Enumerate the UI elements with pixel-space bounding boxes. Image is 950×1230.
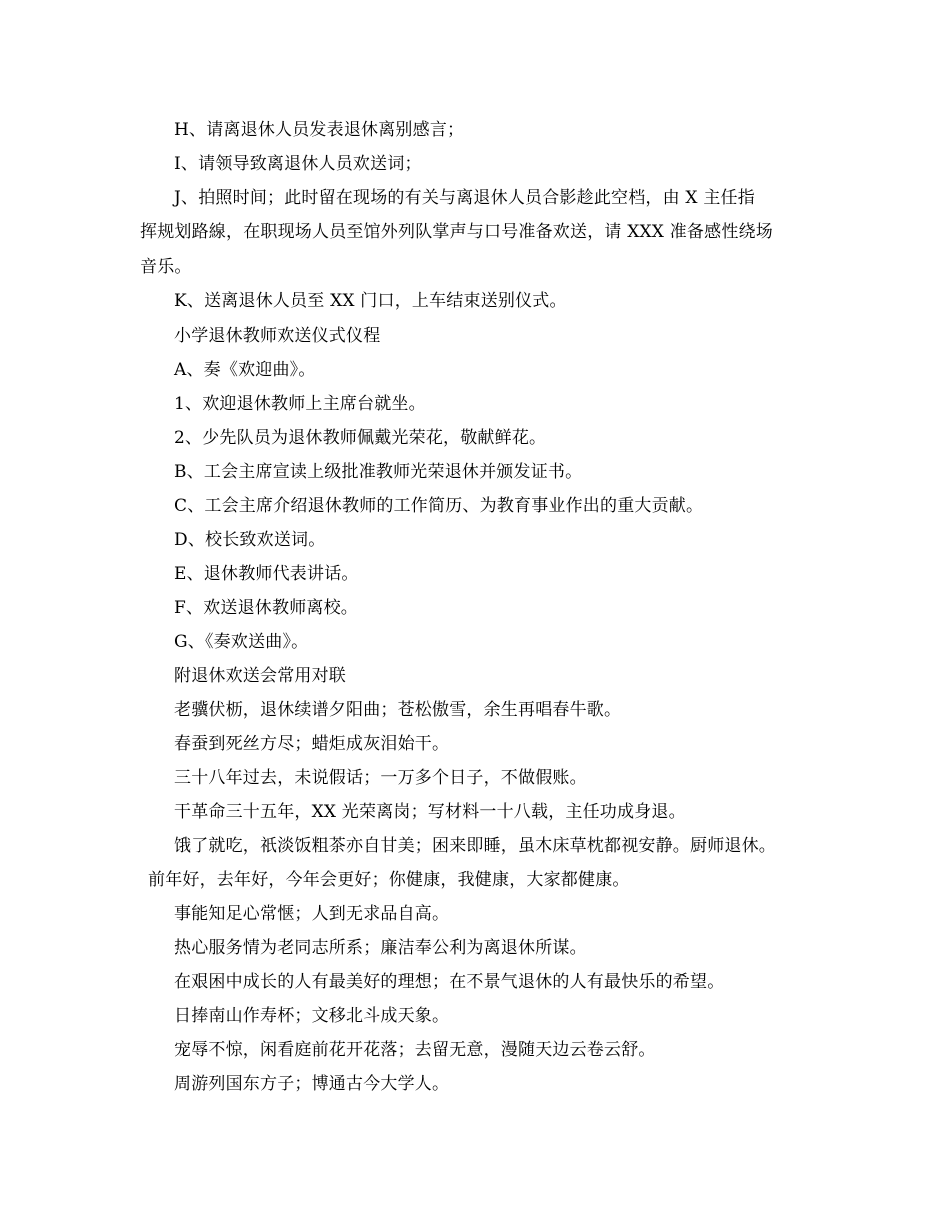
section-heading: 附退休欢送会常用对联: [174, 666, 346, 686]
couplet-line: 宠辱不惊，闲看庭前花开花落；去留无意，漫随天边云卷云舒。: [174, 1040, 656, 1060]
text-line: C、工会主席介绍退休教师的工作简历、为教育事业作出的重大贡献。: [174, 496, 704, 516]
text-line: J、拍照时间；此时留在现场的有关与离退休人员合影趁此空档，由 X 主任指: [174, 188, 755, 208]
text-line: A、奏《欢迎曲》。: [174, 360, 316, 380]
text-line: F、欢送退休教师离校。: [174, 598, 358, 618]
couplet-line: 老骥伏枥，退休续谱夕阳曲；苍松傲雪，余生再唱春牛歌。: [174, 700, 622, 720]
couplet-line: 春蚕到死丝方尽；蜡炬成灰泪始干。: [174, 734, 450, 754]
section-heading: 小学退休教师欢送仪式仪程: [174, 326, 381, 346]
text-line: B、工会主席宣读上级批准教师光荣退休并颁发证书。: [174, 462, 583, 482]
text-line: H、请离退休人员发表退休离别感言；: [174, 120, 465, 140]
couplet-line: 干革命三十五年，XX 光荣离岗；写材料一十八载，主任功成身退。: [174, 802, 686, 822]
couplet-line: 周游列国东方子；博通古今大学人。: [174, 1074, 450, 1094]
text-line: 音乐。: [140, 257, 192, 277]
text-line: 1、欢迎退休教师上主席台就坐。: [174, 394, 426, 414]
text-line: D、校长致欢送词。: [174, 530, 326, 550]
couplet-line: 热心服务情为老同志所系；廉洁奉公利为离退休所谋。: [174, 938, 587, 958]
text-line: G、《奏欢送曲》。: [174, 632, 309, 652]
text-line: I、请领导致离退休人员欢送词；: [174, 154, 422, 174]
couplet-line: 日捧南山作寿杯；文移北斗成天象。: [174, 1006, 450, 1026]
couplet-line: 前年好，去年好，今年会更好；你健康，我健康，大家都健康。: [148, 870, 630, 890]
couplet-line: 饿了就吃，祇淡饭粗茶亦自甘美；困来即睡，虽木床草枕都视安静。厨师退休。: [174, 836, 776, 856]
text-line: E、退休教师代表讲话。: [174, 564, 359, 584]
couplet-line: 事能知足心常惬；人到无求品自高。: [174, 904, 450, 924]
couplet-line: 在艰困中成长的人有最美好的理想；在不景气退休的人有最快乐的希望。: [174, 972, 725, 992]
text-line: 挥规划路線，在职现场人员至馆外列队掌声与口号准备欢送，请 XXX 准备感性绕场: [140, 222, 773, 242]
text-line: K、送离退休人员至 XX 门口，上车结束送别仪式。: [174, 291, 567, 311]
couplet-line: 三十八年过去，未说假话；一万多个日子，不做假账。: [174, 768, 587, 788]
text-line: 2、少先队员为退休教师佩戴光荣花，敬献鲜花。: [174, 428, 547, 448]
